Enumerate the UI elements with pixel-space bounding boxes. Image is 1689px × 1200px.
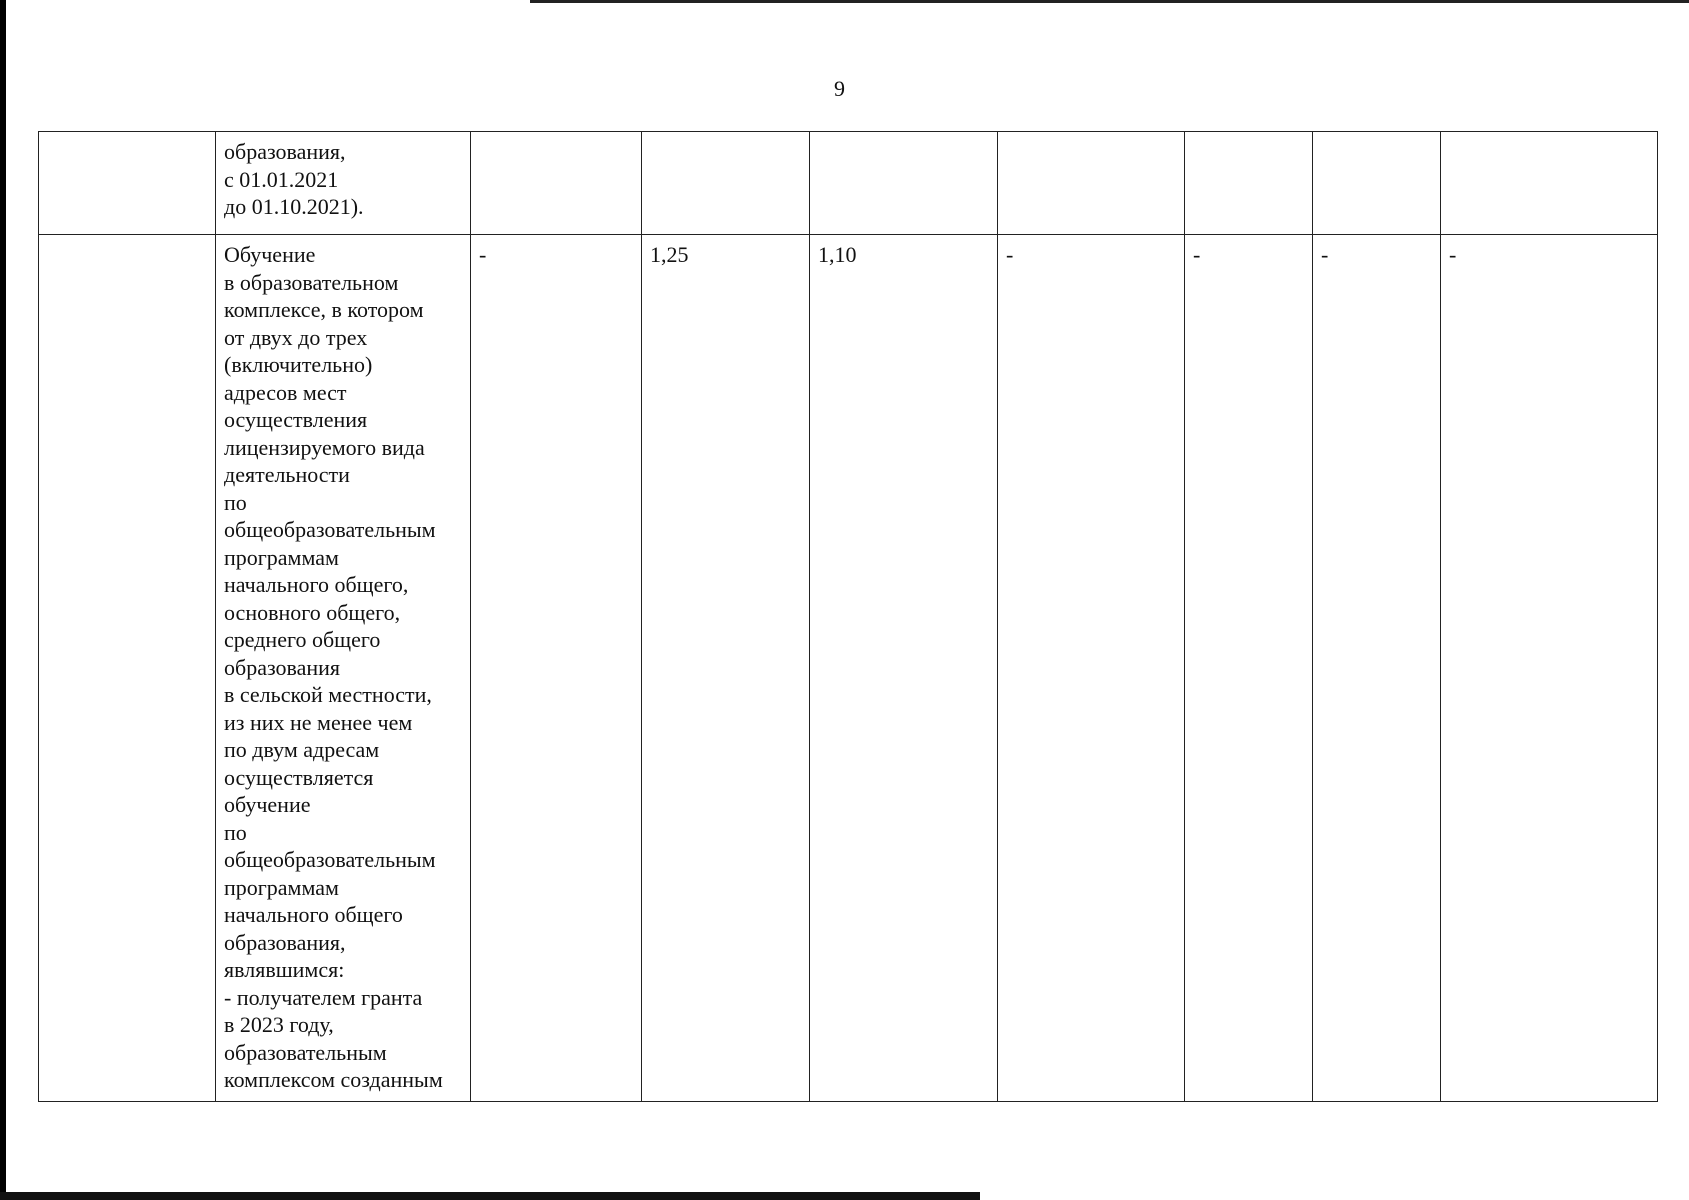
table-cell-value	[998, 132, 1185, 235]
table-cell-value: 1,10	[810, 235, 998, 1102]
scan-line-bottom	[0, 1192, 980, 1200]
table-cell-value	[1185, 132, 1313, 235]
table-cell-value	[642, 132, 810, 235]
table-cell-value: 1,25	[642, 235, 810, 1102]
table-cell-value	[1441, 132, 1658, 235]
table-row	[39, 235, 1658, 1102]
table-cell-value: -	[998, 235, 1185, 1102]
table-cell-value: -	[1185, 235, 1313, 1102]
scan-edge-left	[0, 0, 6, 1200]
table-cell-value: -	[471, 235, 642, 1102]
page-number: 9	[834, 76, 845, 101]
coefficient-table	[38, 131, 1658, 1102]
table-cell-description: образования, с 01.01.2021 до 01.10.2021).	[216, 132, 471, 235]
table-row	[39, 132, 1658, 235]
table-cell-value	[1313, 132, 1441, 235]
scan-line-top	[530, 0, 1689, 3]
table-cell-description: Обучение в образовательном комплексе, в котором от двух до трех (включительно) адресов мест осуществления лицензируемого вида деятельности по общеобразовательным программам начального общего, основного общего, среднего общего образования в сельской местности, из них не менее чем по двум адресам осуществляется обучение по общеобразовательным программам начального общего образования, являвшимся: - получателем гранта в 2023 году, образовательным комплексом созданным	[216, 235, 471, 1102]
table-cell-value	[471, 132, 642, 235]
table-cell-empty	[39, 132, 216, 235]
table-cell-value: -	[1313, 235, 1441, 1102]
table-cell-value	[810, 132, 998, 235]
table-cell-empty	[39, 235, 216, 1102]
table-cell-value: -	[1441, 235, 1658, 1102]
